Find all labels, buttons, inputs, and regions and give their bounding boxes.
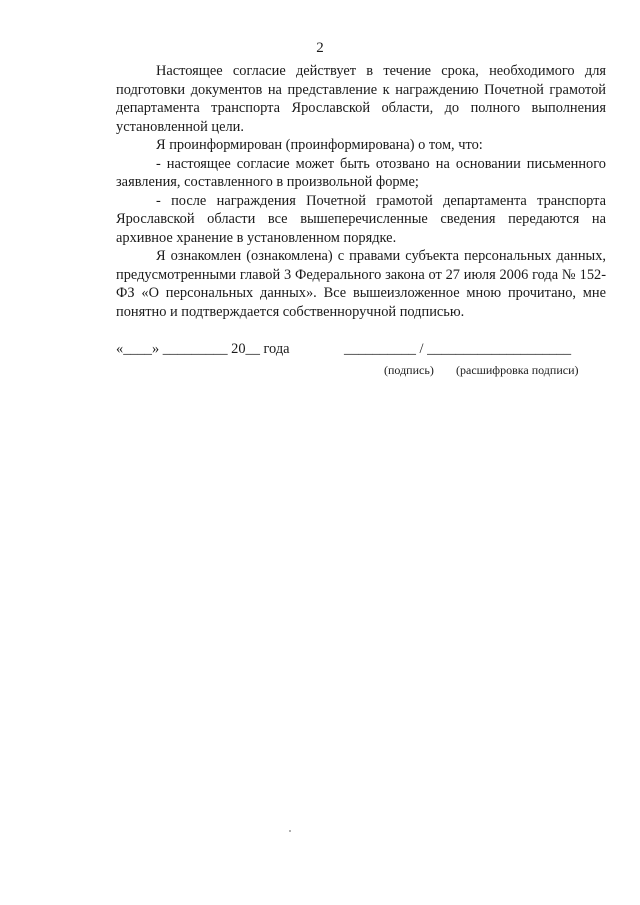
date-line: «____» _________ 20__ года [116,341,290,357]
paragraph-archive: - после награждения Почетной грамотой департамента транспорта Ярославской области все вышеперечисленные сведения передаются на архивное хранение в установленном порядке. [116,192,606,246]
signature-block [116,341,606,381]
signature-caption: (подпись) [384,363,434,377]
scan-artifact [289,830,291,832]
signature-decode-caption: (расшифровка подписи) [456,363,579,377]
document-body [116,62,606,321]
signature-line: __________ / ____________________ [344,341,572,357]
paragraph-acknowledged: Я ознакомлен (ознакомлена) с правами субъекта персональных данных, предусмотренными главой 3 Федерального закона от 27 июля 2006 года № 152-ФЗ «О персональных данных». Все вышеизложенное мною прочитано, мне понятно и подтверждается собственноручной подписью. [116,248,606,320]
paragraph-revocation: - настоящее согласие может быть отозвано на основании письменного заявления, составленного в произвольной форме; [116,155,606,190]
paragraph-validity: Настоящее согласие действует в течение срока, необходимого для подготовки документов на представление к награждению Почетной грамотой департамента транспорта Ярославской области, до полного выполнения установленной цели. [116,63,606,135]
paragraph-informed: Я проинформирован (проинформирована) о том, что: [156,137,483,153]
page-number: 2 [316,40,324,56]
